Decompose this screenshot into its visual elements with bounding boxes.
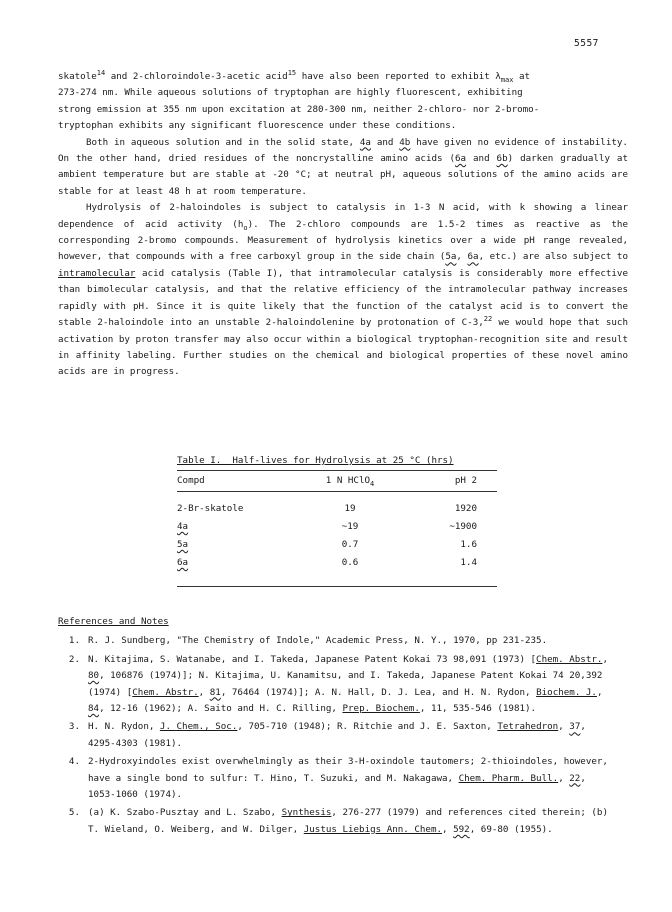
ref-number: 5.: [68, 807, 80, 819]
ref-text: [88, 805, 618, 838]
ref-seg: , 276-277 (1979) and references cited therein; (b) T. Wieland, O. Weiberg, and W. Dilger,: [88, 807, 608, 835]
ref-seg: ,: [442, 823, 454, 835]
p3-text: ,: [456, 251, 468, 263]
ref-seg: N. Kitajima, S. Watanabe, and I. Takeda, Japanese Patent Kokai 73 98,091 (1973) [: [88, 653, 537, 665]
p1-text: skatole: [58, 71, 97, 82]
p2-text: have given no evidence of instability. On the other hand, dried residues of the noncrystalline amino acids (: [58, 136, 628, 165]
p3-text: , etc.) are also subject to: [478, 251, 628, 263]
ref-text: [88, 754, 618, 803]
compound-ref: 6a: [467, 251, 479, 263]
ref-seg: , 11, 535-546 (1981).: [419, 703, 537, 715]
cell-compd: [177, 518, 305, 536]
p3-text: acid catalysis (Table I), that intramolecular catalysis is considerably more effective than bimolecular catalysis, and that the relative efficiency of the intramolecular pathway increases rapidly with pH. Since it is quite likely that the function of the catalyst acid is to convert the stable 2-haloindole into an unstable 2-haloindolenine by protonation of C-3,: [58, 267, 628, 329]
ref-seg: , 1053-1060 (1974).: [88, 772, 586, 801]
volume: 592: [453, 823, 470, 835]
compound-ref: 4a: [359, 136, 371, 148]
body-text: [58, 69, 628, 381]
header-compd: Compd: [177, 471, 305, 492]
table-row: [177, 518, 497, 536]
cell-ph2: 1.4: [460, 557, 477, 569]
p1-text: and 2-chloroindole-3-acetic acid: [105, 71, 288, 82]
p2-text: and: [370, 136, 400, 148]
p2-text: Both in aqueous solution and in the solid state,: [86, 136, 360, 148]
ref-seg: , 106876 (1974)]; N. Kitajima, U. Kanamitsu, and I. Takeda, Japanese Patent Kokai 74 20,392 (1974) [: [88, 670, 603, 698]
ref-number: 3.: [68, 721, 80, 733]
table-row: [177, 554, 497, 572]
reference-1: [58, 633, 618, 649]
table-row: [177, 500, 497, 518]
cell-compd: [177, 536, 305, 554]
citation-22: 22: [483, 315, 493, 324]
journal-name: Synthesis: [281, 807, 332, 819]
reference-4: [58, 754, 618, 803]
compound-ref: 4b: [399, 136, 411, 148]
cell-ph2: 1.6: [460, 539, 477, 551]
cell-hclo4: 0.7: [341, 539, 359, 551]
paragraph-2: [58, 135, 628, 201]
citation-15: 15: [287, 69, 297, 77]
reference-2: [58, 652, 618, 718]
header-hclo4: [305, 471, 395, 492]
p1-line: tryptophan exhibits any significant fluorescence under these conditions.: [58, 120, 457, 132]
ref-seg: (a) K. Szabo-Pusztay and L. Szabo,: [88, 807, 282, 819]
table-title-text: Table I. Half-lives for Hydrolysis at 25 °C (hrs): [177, 455, 454, 466]
p3-text: Hydrolysis of 2-haloindoles is subject to catalysis in 1-3 N acid, with k showing a linear dependence of acid activity (h: [58, 202, 628, 230]
ref-seg: ,: [198, 686, 210, 698]
ref-number: 1.: [68, 635, 80, 647]
volume: 37: [569, 721, 581, 733]
cell-hclo4: 0.6: [341, 557, 359, 569]
subscript: o: [243, 223, 248, 232]
header-hclo4-sub: 4: [370, 480, 375, 489]
ref-text: [88, 633, 618, 649]
p1-text: have also been reported to exhibit λ: [296, 71, 501, 82]
page-number: 5557: [574, 38, 599, 49]
journal-name: J. Chem., Soc.: [159, 721, 238, 733]
ref-text: [88, 719, 618, 752]
paragraph-1: [58, 69, 628, 135]
journal-name: Justus Liebigs Ann. Chem.: [303, 823, 443, 835]
cell-compd: [177, 554, 305, 572]
lambda-subscript: max: [500, 76, 514, 84]
cell-ph2: ~1900: [449, 521, 477, 533]
ref-seg: , 69-80 (1955).: [469, 823, 553, 835]
ref-seg: H. N. Rydon,: [88, 721, 160, 733]
ref-seg: ,: [558, 721, 570, 733]
journal-name: Chem. Abstr.: [536, 653, 603, 665]
p1-line: strong emission at 355 nm upon excitation at 280-300 nm, neither 2-chloro- nor 2-bromo-: [58, 103, 540, 115]
p3-text: we would hope that such activation by proton transfer may also occur within a biological tryptophan-recognition site and result in affinity labeling. Further studies on the chemical and biological properties of these novel amino acids are in progress.: [58, 317, 628, 378]
table-1: [177, 453, 497, 587]
emphasis: intramolecular: [58, 267, 136, 279]
references-title: References and Notes: [58, 616, 169, 627]
journal-name: Chem. Pharm. Bull.: [458, 772, 559, 784]
cell-compd-text: 5a: [177, 539, 189, 551]
volume: 84: [88, 703, 100, 715]
compound-ref: 6a: [455, 153, 467, 165]
paragraph-3: [58, 200, 628, 380]
journal-name: Prep. Biochem.: [342, 703, 420, 715]
ref-seg: , 76464 (1974)]; A. N. Hall, D. J. Lea, and H. N. Rydon,: [220, 686, 537, 698]
compound-ref: 5a: [445, 251, 457, 263]
volume: 22: [569, 772, 581, 784]
journal-name: Biochem. J.: [536, 686, 597, 698]
ref-seg: ,: [596, 686, 603, 698]
cell-compd-text: 6a: [177, 557, 189, 569]
table-row: [177, 536, 497, 554]
reference-5: [58, 805, 618, 838]
p1-text: at: [513, 71, 531, 82]
journal-name: Chem. Abstr.: [132, 686, 199, 698]
table-end-rule: [177, 572, 497, 587]
table-title: [177, 453, 497, 469]
citation-14: 14: [96, 69, 106, 77]
ref-number: 4.: [68, 756, 80, 768]
cell-ph2: 1920: [454, 503, 477, 515]
table-header-row: [177, 471, 497, 492]
table-separator: [177, 492, 497, 501]
p2-text: and: [466, 153, 497, 165]
p3-text: ). The 2-chloro compounds are 1.5-2 times as reactive as the corresponding 2-bromo compounds. Measurement of hydrolysis kinetics over a wide pH range revealed, however, that compounds with a free carboxyl group in the side chain (: [58, 218, 628, 263]
ref-seg: ,: [558, 772, 570, 784]
ref-seg: , 12-16 (1962); A. Saito and H. C. Rilling,: [99, 703, 343, 715]
p1-line: 273-274 nm. While aqueous solutions of tryptophan are highly fluorescent, exhibiting: [58, 87, 523, 99]
cell-compd: 2-Br-skatole: [177, 503, 244, 515]
header-ph2: pH 2: [395, 471, 497, 492]
reference-3: [58, 719, 618, 752]
volume: 80: [88, 670, 100, 682]
ref-seg: ,: [602, 653, 608, 665]
ref-text: [88, 652, 618, 718]
ref-seg: 2-Hydroxyindoles exist overwhelmingly as their 3-H-oxindole tautomers; 2-thioindoles, however, have a single bond to sulfur: T. Hino, T. Suzuki, and M. Nakagawa,: [88, 756, 608, 784]
compound-ref: 6b: [496, 153, 508, 165]
p2-text: ) darken gradually at ambient temperature but are stable at -20 °C; at neutral pH, aqueous solutions of the amino acids are stable for at least 48 h at room temperature.: [58, 153, 628, 197]
ref-seg: , 4295-4303 (1981).: [88, 721, 586, 749]
cell-hclo4: 19: [344, 503, 356, 515]
ref-seg: , 705-710 (1948); R. Ritchie and J. E. Saxton,: [237, 721, 498, 733]
ref-number: 2.: [68, 653, 80, 665]
references-section: [58, 614, 618, 840]
ref-1-text: R. J. Sundberg, "The Chemistry of Indole," Academic Press, N. Y., 1970, pp 231-235.: [88, 635, 548, 647]
cell-compd-text: 4a: [177, 521, 189, 533]
cell-hclo4: ~19: [341, 521, 359, 533]
header-hclo4-text: 1 N HClO: [325, 475, 371, 487]
volume: 81: [209, 686, 221, 698]
journal-name: Tetrahedron: [497, 721, 559, 733]
table-body: [177, 470, 497, 587]
